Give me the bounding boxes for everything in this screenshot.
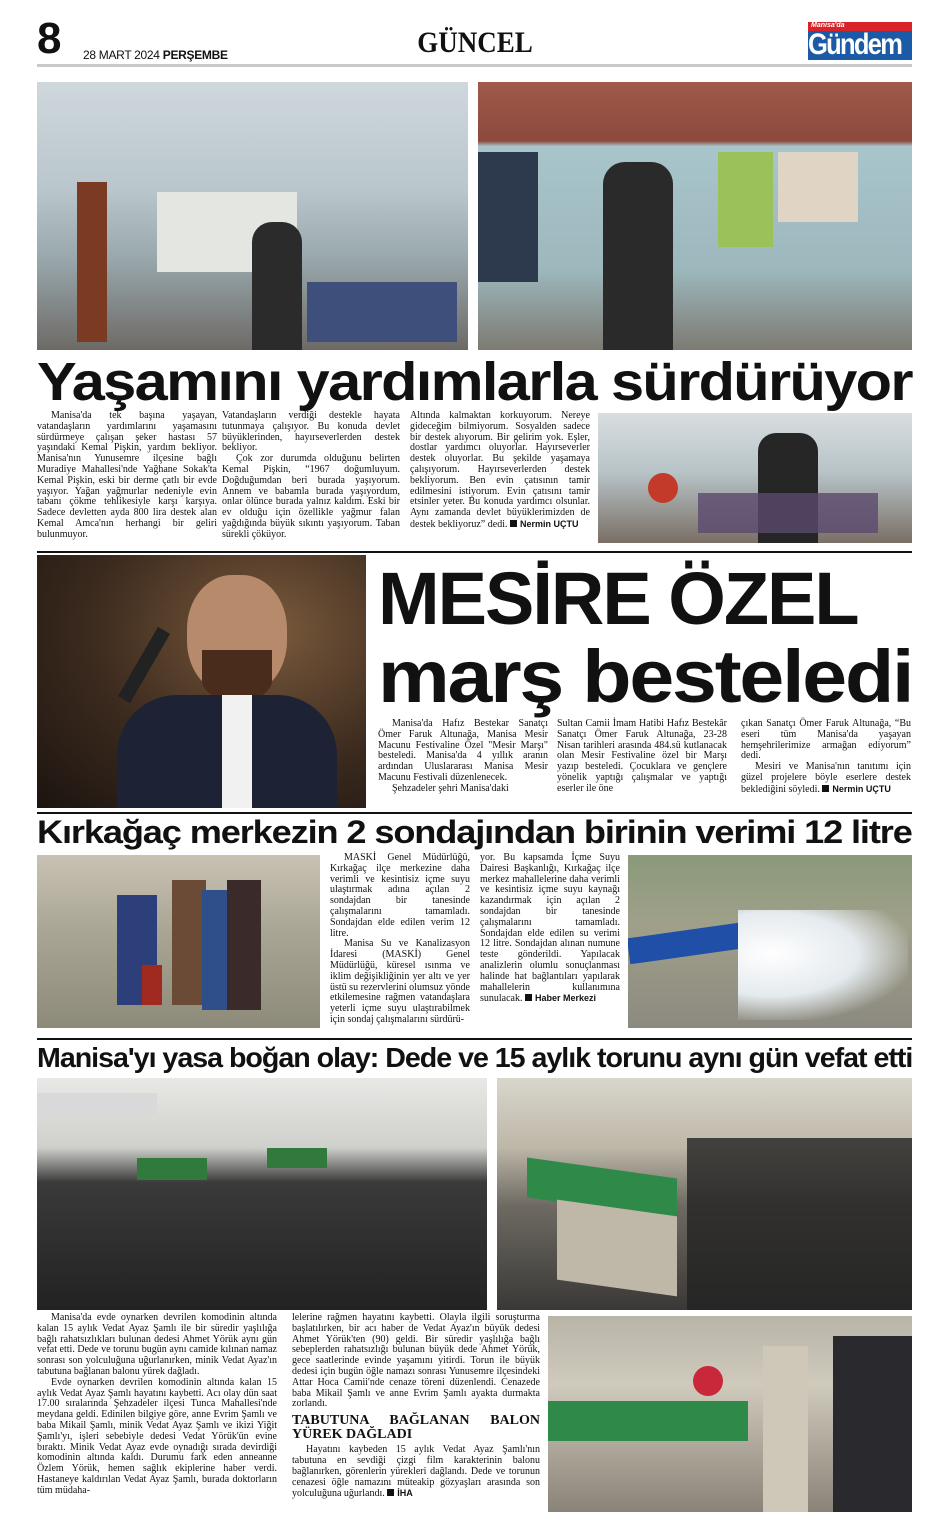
photo-funeral-prayer [497,1078,912,1310]
paragraph: Manisa Su ve Kanalizasyon İdaresi (MASKİ) Genel Müdürlüğü, küresel ısınma ve iklim değişikliğinin yer altı ve yer üstü su rezervlerini olumsuz yönde etkilemesine rağmen vatandaşlara yeterli içme suyu ulaştırabilmek için sondaj çalışmalarını sürdürü- [330,938,470,1025]
headline-article2-line1: MESİRE ÖZEL [378,557,858,640]
photo-singer-with-microphone [37,555,366,808]
article4-column-2 [292,1313,540,1500]
paragraph: çıkan Sanatçı Ömer Faruk Altunağa, “Bu eseri tüm Manisa'da yaşayan hemşehrilerimize armağan ediyorum” dedi. [741,718,911,762]
article-divider [37,551,912,553]
headline-article3: Kırkağaç merkezin 2 sondajından birinin verimi 12 litre [37,814,912,850]
photo-water-well-officials [37,855,320,1028]
page-number: 8 [37,14,61,63]
paragraph: yor. Bu kapsamda İçme Suyu Dairesi Başkanlığı, Kırkağaç ilçe merkez mahallelerine daha verimli ve kesintisiz içme suyu kaynağı kazandırmak için açılan 2 sondajdan bir tanesinde çalışmalarını tamamladı. Sondajdan elde edilen su verimi 12 litre. Sondajdan alınan numune teste gönderildi. Yapılacak analizlerin olumlu sonuçlanması halinde hat bağlantıları yapılarak mahallelerin kullanımına sunulacak. [480,852,620,1005]
article1-column-1 [37,411,217,541]
article3-column-1 [330,853,470,1026]
byline: Haber Merkezi [535,993,597,1004]
logo-top: Manisa'da [808,22,912,31]
header-divider [37,64,912,67]
paragraph: Çok zor durumda olduğunu belirten Kemal Pişkin, “1967 doğumluyum. Doğduğumdan beri burada yaşıyorum. Annem ve babamla burada yaşıyordum, onlar ölünce burada yalnız kaldım. Eski bir ev olduğu için özellikle yağmur falan yağdığında büyük sıkıntı yaşıyorum. Taban sürekli çöküyor. [222,453,400,540]
article1-column-2 [222,411,400,541]
byline-square-icon [387,1489,394,1496]
paragraph: Evde oynarken devrilen komodinin altında kalan 15 aylık Vedat Ayaz Şamlı hayatını kaybetti. Acı olay dün saat 17.00 sıralarında Şehzadeler ilçesi Tunca Mahallesi'nde meydana geldi. Edinilen bilgiye göre, anne Evrim Şamlı ve baba Mikail Şamlı, minik Vedat Ayaz Şamlı ve ikizi Yiğit Şamlı'yı, işleri sebebiyle dedesi Vedat Yörük'ün evine bıraktı. Minik Vedat Ayaz evde oynadığı sırada devirdiği komodinin altında kaldı. Durumu fark eden anneanne Özlem Yörük, hemen sağlık ekiplerine haber verdi. Hastaneye kaldırılan Vedat Ayaz Şamlı, burada doktorların tüm müdaha- [37,1376,277,1496]
article3-column-2 [480,853,620,1005]
paragraph: MASKİ Genel Müdürlüğü, Kırkağaç ilçe merkezine daha verimli ve kesintisiz içme suyu ulaştırmak adına açılan 2 sondajdan bir tanesinde çalışmalarını tamamladı. Sondajdan elde edilen verim 12 litre. [330,852,470,939]
article-divider [37,1038,912,1040]
article1-column-3 [410,411,590,531]
headline-article1: Yaşamını yardımlarla sürdürüyor [37,352,912,412]
paragraph: Sultan Camii İmam Hatibi Hafız Bestekâr Sanatçı Ömer Faruk Altunağa, 23-28 Nisan tarihleri arasında 484.sü kutlanacak olan Mesir Festivaline özel bir Marşı yazıp besteledi. Çocuklara ve gençlere yönelik yaptığı çalışmalar ve yaptığı eserler ile öne [557,718,727,794]
paragraph: Altında kalmaktan korkuyorum. Nereye gideceğim bilmiyorum. Sosyalden sadece bir destek alıyorum. Bir gelirim yok. Eşler, dostlar yardımcı oluyorlar. Hayırseverler destek oluyorlar. Bu şekilde yaşamaya çalışıyorum. Hayırseverlerden destek bekliyorum. Ben evin çatısının tamir edilmesini istiyorum. Evin çatısını tamir etsinler yeter. Bu konuda yardımcı olsunlar. Aynı zamanda devlet büyüklerimizden de destek bekliyoruz” dedi. [410,410,590,530]
paragraph: lelerine rağmen hayatını kaybetti. Olayla ilgili soruşturma başlatılırken, bir acı haber de Vedat Ayaz'ın büyük dedesi Ahmet Yörük'ten (90) geldi. Bir süredir yaşlılığa bağlı sebeplerden rahatsızlığı bulunan büyük dede Ahmet Yörük, gece saatlerinde evinde yaşamını yitirdi. Torun ile büyük dedesi için bugün öğle namazı sonrası Yunusemre ilçesindeki Attar Hoca Camii'nde cenaze töreni düzenlendi. Cenazede baba Mikail Şamlı ve anne Evrim Şamlı ayakta durmakta zorlandı. [292,1312,540,1410]
byline: İHA [397,1488,413,1499]
article2-column-3 [741,719,911,796]
photo-coffin-with-balloon [548,1316,912,1512]
byline: Nermin UÇTU [519,518,579,529]
headline-article4: Manisa'yı yasa boğan olay: Dede ve 15 aylık torunu aynı gün vefat etti [37,1042,913,1073]
photo-water-pipe-flow [628,855,912,1028]
paragraph: Hayatını kaybeden 15 aylık Vedat Ayaz Şamlı'nın tabutuna en sevdiği çizgi film karakterinin balonu bağlanırken, görenlerin yürekleri dağlandı. Dede ve torunun cenazesi öğle namazını müteakip gözyaşları arasında son yolculuğuna uğurlandı. [292,1444,540,1500]
photo-kitchen-interior [37,82,468,350]
headline-article2-line2: marş besteledi [378,635,913,718]
photo-living-room [598,413,912,543]
byline-square-icon [822,785,829,792]
paragraph: Mesiri ve Manisa'nın tanıtımı için güzel projelere böyle eserlere destek beklediğini söyledi. [741,761,911,795]
byline: Nermin UÇTU [832,783,891,794]
newspaper-logo [808,22,912,60]
photo-house-exterior [478,82,912,350]
photo-funeral-crowd [37,1078,487,1310]
paragraph: Vatandaşların verdiği destekle hayata tutunmaya çalışıyor. Bu konuda devlet büyüklerinden, hayırseverlerden destek bekliyor. [222,410,400,454]
paragraph: Manisa'da Hafız Bestekar Sanatçı Ömer Faruk Altunağa, Manisa Mesir Macunu Festivaline Özel "Mesir Marşı" besteledi. Manisa'da 4 yıllık aranın ardından Uluslararası Manisa Mesir Macunu Festivali düzenlenecek. [378,718,548,783]
article2-column-1 [378,719,548,795]
paragraph: Manisa'da evde oynarken devrilen komodinin altında kalan 15 aylık Vedat Ayaz Şamlı ile bir süredir yaşlılığa bağlı rahatsızlıkları bulunan dedesi Ahmet Yörük aynı gün vefat etti. Dede ve torunu bugün aynı camide kılınan namaz sonrası son yolculuğuna uğurlanırken, minik Vedat Ayaz'ın tabutuna bağlanan balonu yürek dağladı. [37,1312,277,1377]
weekday-text: PERŞEMBE [162,48,228,62]
date-text: 28 MART 2024 [83,48,160,62]
byline-square-icon [525,994,532,1001]
section-title: GÜNCEL [417,26,533,59]
logo-main: Gündem [808,28,902,60]
article4-column-1 [37,1313,277,1497]
subheading: TABUTUNA BAĞLANAN BALON YÜREK DAĞLADI [292,1413,540,1443]
article2-column-2 [557,719,727,795]
paragraph: Manisa'da tek başına yaşayan, vatandaşların yardımlarını yaşamasını sürdürmeye çalışan şeker hastası 57 yaşındaki Kemal Pişkin, yardım bekliyor. Manisa'nın Yunusemre ilçesine bağlı Muradiye Mahallesi'nde Yağhane Sokak'ta Kemal Pişkin, eski bir derme çatlı bir evde yaşıyor. Yağan yağmurlar nedeniyle evin tabanı çökme tehlikesiyle karşı karşıya. Sadece devletten ayda 800 lira destek alan Kemal Amca'nın herhangi bir geliri bulunmuyor. [37,410,217,540]
byline-square-icon [510,520,517,527]
paragraph: Şehzadeler şehri Manisa'daki [392,782,509,794]
